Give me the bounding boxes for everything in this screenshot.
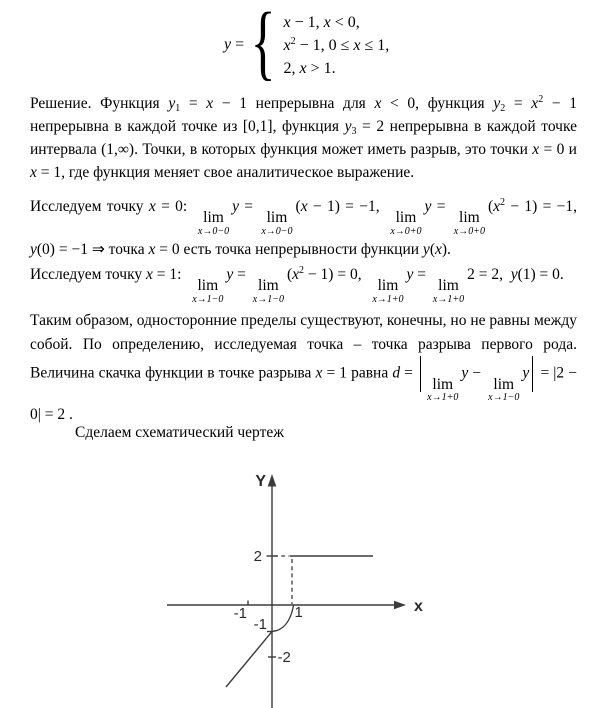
curve-linear-piece [226, 632, 272, 688]
limit-operator: lim x→1−0 [488, 375, 520, 404]
limit-operator: lim x→0−0 [197, 209, 230, 237]
tick-label-y-neg2: -2 [277, 649, 291, 666]
tick-label-x1: 1 [294, 604, 303, 621]
piecewise-function-formula [224, 0, 390, 89]
limit-operator: lim x→1+0 [427, 375, 459, 404]
paragraph-conclusion-jump: Таким образом, односторонние пределы существуют, конечны, но не равны между собой. По определению, исследуемая точка – точка разрыва первого рода. Величина скачка функции в точке разрыва x = 1 равна d = lim x→1+0 y − lim x→1−0 y = |2 − 0| = 2 . [30, 312, 577, 424]
limit-operator: lim x→1−0 [192, 277, 224, 305]
limit-operator: lim x→0+0 [453, 209, 485, 237]
y-axis-arrow-icon [268, 474, 277, 487]
paragraph-sketch-note: Сделаем схематический чертеж [75, 424, 284, 441]
tick-label-y2: 2 [253, 548, 262, 565]
curve-parabola-piece [272, 606, 294, 632]
limit-operator: lim x→1+0 [432, 277, 465, 305]
x-axis-arrow-icon [394, 601, 406, 610]
formula-lhs: y = [224, 36, 245, 53]
formula-cases [283, 11, 389, 80]
paragraph-point-x1: Исследуем точку x = 1: lim x→1−0 y = lim x→1−0 $(x^2 - 1) = 0$, lim x→1+0 y = lim x→1+0 2 = 2, y(1) = 0. [30, 265, 564, 305]
tick-label-x-neg1: -1 [233, 605, 247, 622]
curly-brace: { [250, 0, 276, 89]
x-axis-label: x [414, 598, 423, 615]
y-axis-label: Y [255, 473, 266, 490]
tick-label-y-neg1: -1 [253, 616, 267, 633]
case-row-2: $x^2 - 1$, 0 ≤ x ≤ 1, [283, 35, 390, 54]
limit-operator: lim x→0+0 [390, 209, 422, 237]
paragraph-point-x0: Исследуем точку x = 0: lim x→0−0 y = lim x→0−0 (x − 1) = −1, lim x→0+0 y = lim x→0+0 $(x^2 - 1) = -1$, y(0) = −1 ⇒ точка x = 0 есть точка непрерывности функции y(x). [30, 197, 578, 258]
function-sketch-plot [150, 458, 440, 708]
case-row-3: 2, x > 1. [283, 59, 336, 77]
limit-operator: lim x→0−0 [261, 209, 293, 237]
limit-operator: lim x→1+0 [372, 277, 404, 305]
paragraph-solution-intro: Решение. Функция $y_1 = x - 1$ непрерывна для x < 0, функция $y_2 = x^2 - 1$ непрерывна в каждой точке из [0,1], функция $y_3 = 2$ непрерывна в каждой точке интервала (1,∞). Точки, в которых функция может иметь разрыв, это точки x = 0 и x = 1, где функция меняет свое аналитическое выражение. [30, 94, 577, 181]
tall-vertical-bar [532, 356, 533, 392]
case-row-1: x − 1, x < 0, [283, 13, 360, 31]
tall-vertical-bar [420, 356, 421, 392]
limit-operator: lim x→1−0 [252, 277, 284, 305]
